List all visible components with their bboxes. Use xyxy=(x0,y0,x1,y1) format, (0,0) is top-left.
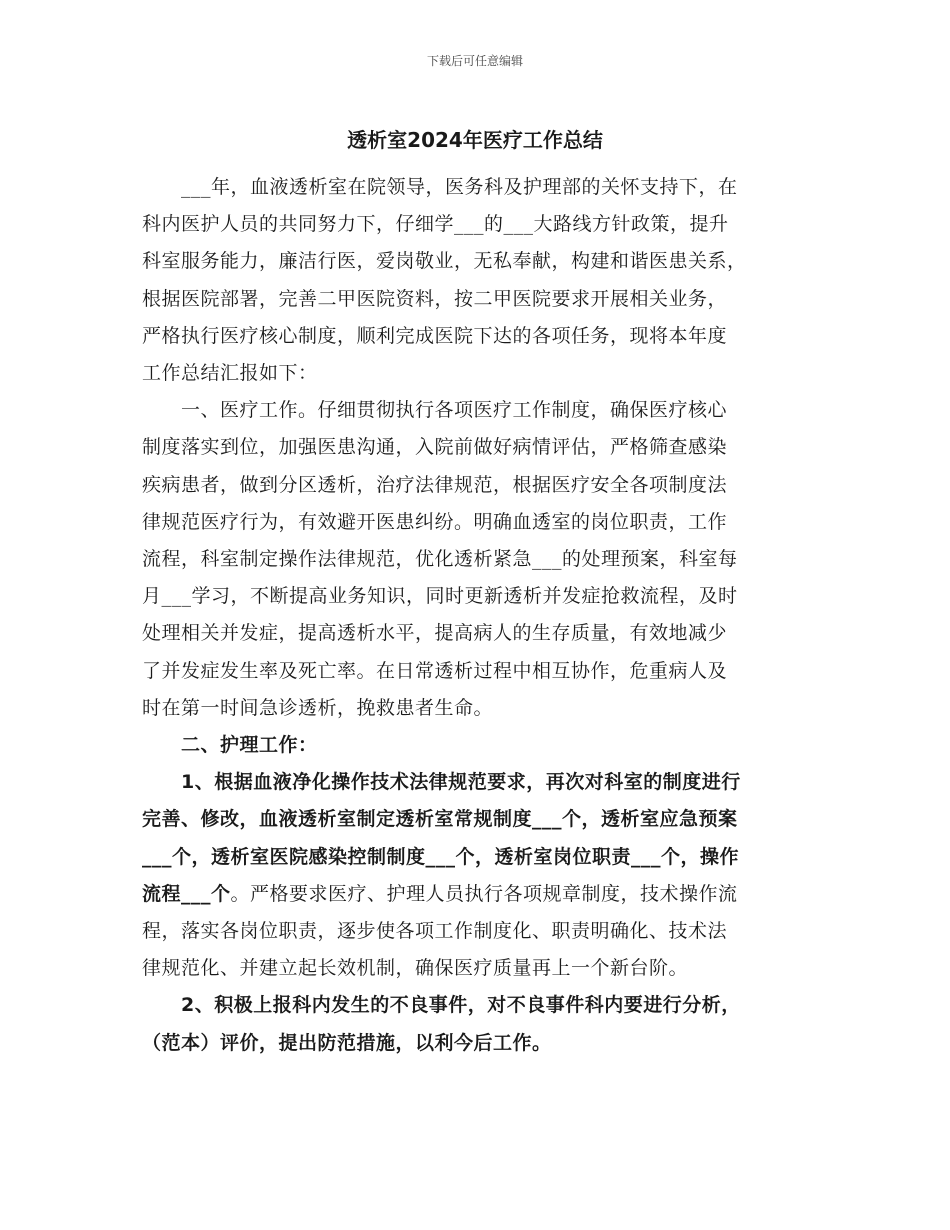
text-segment: 疾病患者，做到分区透析，治疗法律规范，根据医疗安全各项制度法 xyxy=(142,473,728,496)
text-line xyxy=(142,956,822,982)
text-segment: 。严格要求医疗、护理人员执行各项规章制度，技术操作流 xyxy=(230,882,738,905)
bold-text-segment: 1、根据血液净化操作技术法律规范要求，再次对科室的制度进行 xyxy=(142,771,741,794)
text-segment: 根据医院部署，完善二甲医院资料，按二甲医院要求开展相关业务， xyxy=(142,287,728,310)
text-line xyxy=(142,845,822,871)
text-segment: 律规范医疗行为，有效避开医患纠纷。明确血透室的岗位职责，工作 xyxy=(142,510,728,533)
text-line xyxy=(142,398,822,424)
text-segment: 时在第一时间急诊透析，挽救患者生命。 xyxy=(142,696,494,719)
page-header-note: 下载后可任意编辑 xyxy=(426,54,523,68)
text-segment: 程，落实各岗位职责，逐步使各项工作制度化、职责明确化、技术法 xyxy=(142,920,728,942)
text-line xyxy=(142,696,822,722)
text-line xyxy=(142,807,822,833)
text-line xyxy=(142,473,822,499)
text-line xyxy=(142,361,822,387)
text-line xyxy=(142,882,822,908)
text-line xyxy=(142,621,822,647)
bold-text-segment: 2、积极上报科内发生的不良事件，对不良事件科内要进行分析， xyxy=(142,994,741,1017)
bold-text-segment: 流程___个 xyxy=(142,882,231,905)
text-line xyxy=(142,249,822,275)
text-segment: 工作总结汇报如下： xyxy=(142,362,318,384)
text-line xyxy=(142,435,822,461)
text-line xyxy=(142,212,822,238)
text-line xyxy=(142,547,822,573)
text-segment: ___年，血液透析室在院领导，医务科及护理部的关怀支持下，在 xyxy=(142,176,738,198)
text-line xyxy=(142,1031,822,1057)
text-segment: 科室服务能力，廉洁行医，爱岗敬业，无私奉献，构建和谐医患关系， xyxy=(142,250,747,273)
text-line xyxy=(142,510,822,536)
bold-text-segment: 二、护理工作： xyxy=(142,734,318,756)
text-line xyxy=(142,324,822,350)
text-line xyxy=(142,287,822,313)
text-line xyxy=(142,584,822,610)
text-segment: 处理相关并发症，提高透析水平，提高病人的生存质量，有效地减少 xyxy=(142,622,728,645)
text-segment: 律规范化、并建立起长效机制，确保医疗质量再上一个新台阶。 xyxy=(142,957,689,980)
text-segment: 科内医护人员的共同努力下，仔细学___的___大路线方针政策，提升 xyxy=(142,213,729,236)
text-segment: 流程，科室制定操作法律规范，优化透析紧急___的处理预案，科室每 xyxy=(142,548,738,570)
text-line xyxy=(142,993,822,1019)
text-line xyxy=(142,733,822,759)
text-line xyxy=(142,175,822,201)
text-segment: 月___学习，不断提高业务知识，同时更新透析并发症抢救流程，及时 xyxy=(142,585,738,608)
bold-text-segment: 完善、修改，血液透析室制定透析室常规制度___个，透析室应急预案 xyxy=(142,808,738,831)
bold-text-segment: （范本）评价，提出防范措施，以利今后工作。 xyxy=(142,1031,552,1054)
text-segment: 制度落实到位，加强医患沟通，入院前做好病情评估，严格筛查感染 xyxy=(142,436,728,459)
text-line xyxy=(142,659,822,685)
bold-text-segment: ___个，透析室医院感染控制制度___个，透析室岗位职责___个，操作 xyxy=(142,845,740,868)
text-segment: 严格执行医疗核心制度，顺利完成医院下达的各项任务，现将本年度 xyxy=(142,324,728,347)
text-line xyxy=(142,919,822,945)
document-title: 透析室2024年医疗工作总结 xyxy=(347,128,603,152)
text-segment: 了并发症发生率及死亡率。在日常透析过程中相互协作，危重病人及 xyxy=(142,659,728,682)
text-line xyxy=(142,770,822,796)
text-segment: 一、医疗工作。仔细贯彻执行各项医疗工作制度，确保医疗核心 xyxy=(142,399,728,422)
